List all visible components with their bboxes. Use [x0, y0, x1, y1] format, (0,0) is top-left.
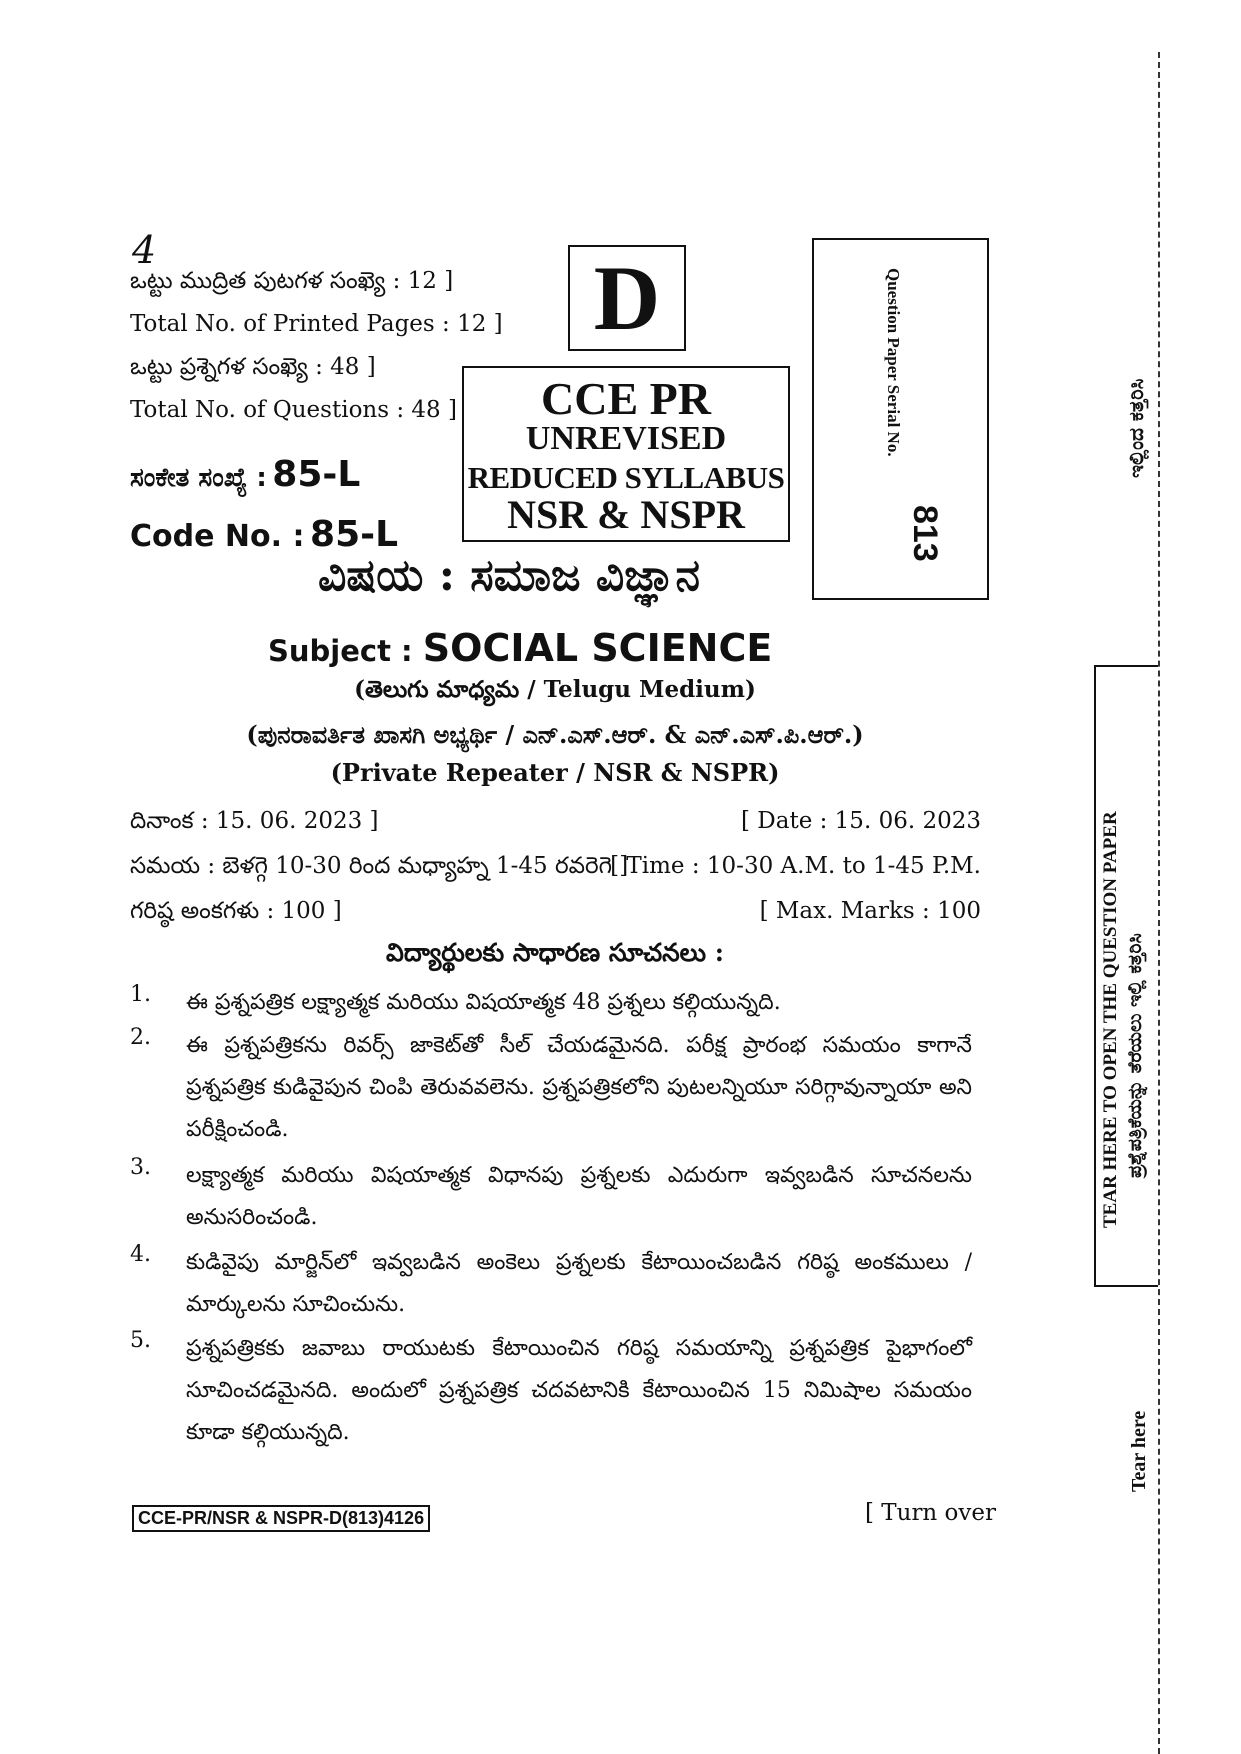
subject-english: [268, 626, 772, 670]
medium-line: (తెలుగు మాధ్యమ / Telugu Medium): [354, 676, 756, 703]
tear-instruction-kannada: ಪ್ರಶ್ನೆಪತ್ರಿಕೆಯನ್ನು ತೆರೆಯಲು ಇಲ್ಲಿ ಕತ್ತರಿಸಿ: [1124, 933, 1146, 1178]
printed-pages-kannada: ఒట్టు ముద్రిత పుటగళ సంఖ్యె : 12 ]: [130, 268, 454, 294]
exam-type-box: [462, 366, 790, 542]
instruction-text: కుడివైపు మార్జిన్‌లో ఇవ్వబడిన అంకెలు ప్రశ్నలకు కేటాయించబడిన గరిష్ఠ అంకములు / మార్కులను సూచించును.: [186, 1250, 972, 1317]
turn-over-label: [ Turn over: [865, 1500, 997, 1526]
instruction-number: 2.: [130, 1025, 151, 1050]
questions-count-english: Total No. of Questions : 48 ]: [130, 397, 457, 423]
time-kannada: సమయ : బెళగ్గె 10-30 రింద మధ్యాహ్న 1-45 రవరెగె ]: [130, 853, 629, 879]
marks-english: [ Max. Marks : 100: [759, 898, 981, 924]
instruction-item: [130, 982, 972, 1024]
questions-count-kannada: ఒట్టు ప్రశ్నెగళ సంఖ్యె : 48 ]: [130, 354, 376, 380]
version-letter: D: [593, 247, 661, 349]
instruction-number: 4.: [130, 1242, 151, 1267]
code-english-label: Code No. :: [130, 519, 305, 554]
printed-pages-english: Total No. of Printed Pages : 12 ]: [130, 311, 503, 337]
instruction-text: ఈ ప్రశ్నపత్రిక లక్ష్యాత్మక మరియు విషయాత్మక 48 ప్రశ్నలు కల్గియున్నది.: [186, 990, 781, 1015]
serial-number-label: Question Paper Serial No.: [884, 268, 903, 457]
instruction-text: ఈ ప్రశ్నపత్రికను రివర్స్ జాకెట్‌తో సీల్ చేయడమైనది. పరీక్ష ప్రారంభ సమయం కాగానే ప్రశ్నపత్రిక కుడివైపున చింపి తెరువవలెను. ప్రశ్నపత్రికలోని పుటలన్నియూ సరిగ్గావున్నాయా అని పరీక్షించండి.: [186, 1033, 972, 1142]
cce-nsr-nspr: NSR & NSPR: [507, 492, 745, 537]
paper-code-footer: CCE-PR/NSR & NSPR-D(813)4126: [132, 1505, 430, 1532]
serial-number-value: 813: [906, 505, 944, 562]
cce-unrevised: UNREVISED: [525, 420, 727, 457]
subject-kannada: ವಿಷಯ : ಸಮಾಜ ವಿಜ್ಞಾನ: [318, 550, 700, 601]
code-kannada-value: 85-L: [272, 454, 361, 495]
instruction-item: [130, 1155, 972, 1239]
instruction-item: [130, 1025, 972, 1151]
version-box: [568, 245, 686, 351]
instruction-text: ప్రశ్నపత్రికకు జవాబు రాయుటకు కేటాయించిన గరిష్ఠ సమయాన్ని ప్రశ్నపత్రిక పైభాగంలో సూచించడమైనది. అందులో ప్రశ్నపత్రిక చదవటానికి కేటాయించిన 15 నిమిషాల సమయం కూడా కల్గియున్నది.: [186, 1336, 972, 1445]
instruction-number: 5.: [130, 1328, 151, 1353]
instruction-item: [130, 1242, 972, 1326]
time-english: [ Time : 10-30 A.M. to 1-45 P.M.: [610, 853, 981, 879]
subject-label: Subject :: [268, 634, 413, 668]
code-kannada-label: ಸಂಕೇತ ಸಂಖ್ಯೆ :: [130, 463, 267, 493]
tear-instruction-english: TEAR HERE TO OPEN THE QUESTION PAPER: [1100, 811, 1121, 1228]
tear-here-label: Tear here: [1128, 1410, 1150, 1492]
repeater-kannada: (ಪುನರಾವರ್ತಿತ ಖಾಸಗಿ ಅಭ್ಯರ್ಥಿ / ಎನ್.ಎಸ್.ಆರ್. & ಎನ್.ಎಸ್.ಪಿ.ಆರ್.): [246, 720, 864, 749]
page-number: 4: [132, 228, 157, 272]
instructions-heading: విద్యార్థులకు సాధారణ సూచనలు :: [386, 938, 724, 967]
date-kannada: దినాంక : 15. 06. 2023 ]: [130, 808, 379, 834]
marks-kannada: గరిష్ఠ అంకగళు : 100 ]: [130, 898, 342, 924]
cce-title: CCE PR: [541, 373, 711, 424]
instruction-number: 1.: [130, 982, 151, 1007]
code-english: [130, 514, 398, 555]
code-english-value: 85-L: [310, 514, 399, 555]
instruction-item: [130, 1328, 972, 1454]
instruction-number: 3.: [130, 1155, 151, 1180]
cce-reduced-syllabus: REDUCED SYLLABUS: [467, 460, 785, 495]
subject-name: SOCIAL SCIENCE: [422, 626, 773, 670]
repeater-english: (Private Repeater / NSR & NSPR): [330, 758, 780, 787]
instruction-text: లక్ష్యాత్మక మరియు విషయాత్మక విధానపు ప్రశ్నలకు ఎదురుగా ఇవ్వబడిన సూచనలను అనుసరించండి.: [186, 1163, 972, 1230]
tear-dashed-line: [1158, 52, 1160, 1754]
date-english: [ Date : 15. 06. 2023: [741, 808, 981, 834]
code-kannada: [130, 454, 360, 495]
cut-here-label: ಇಲ್ಲಿಂದ ಕತ್ತರಿಸಿ: [1124, 378, 1148, 478]
